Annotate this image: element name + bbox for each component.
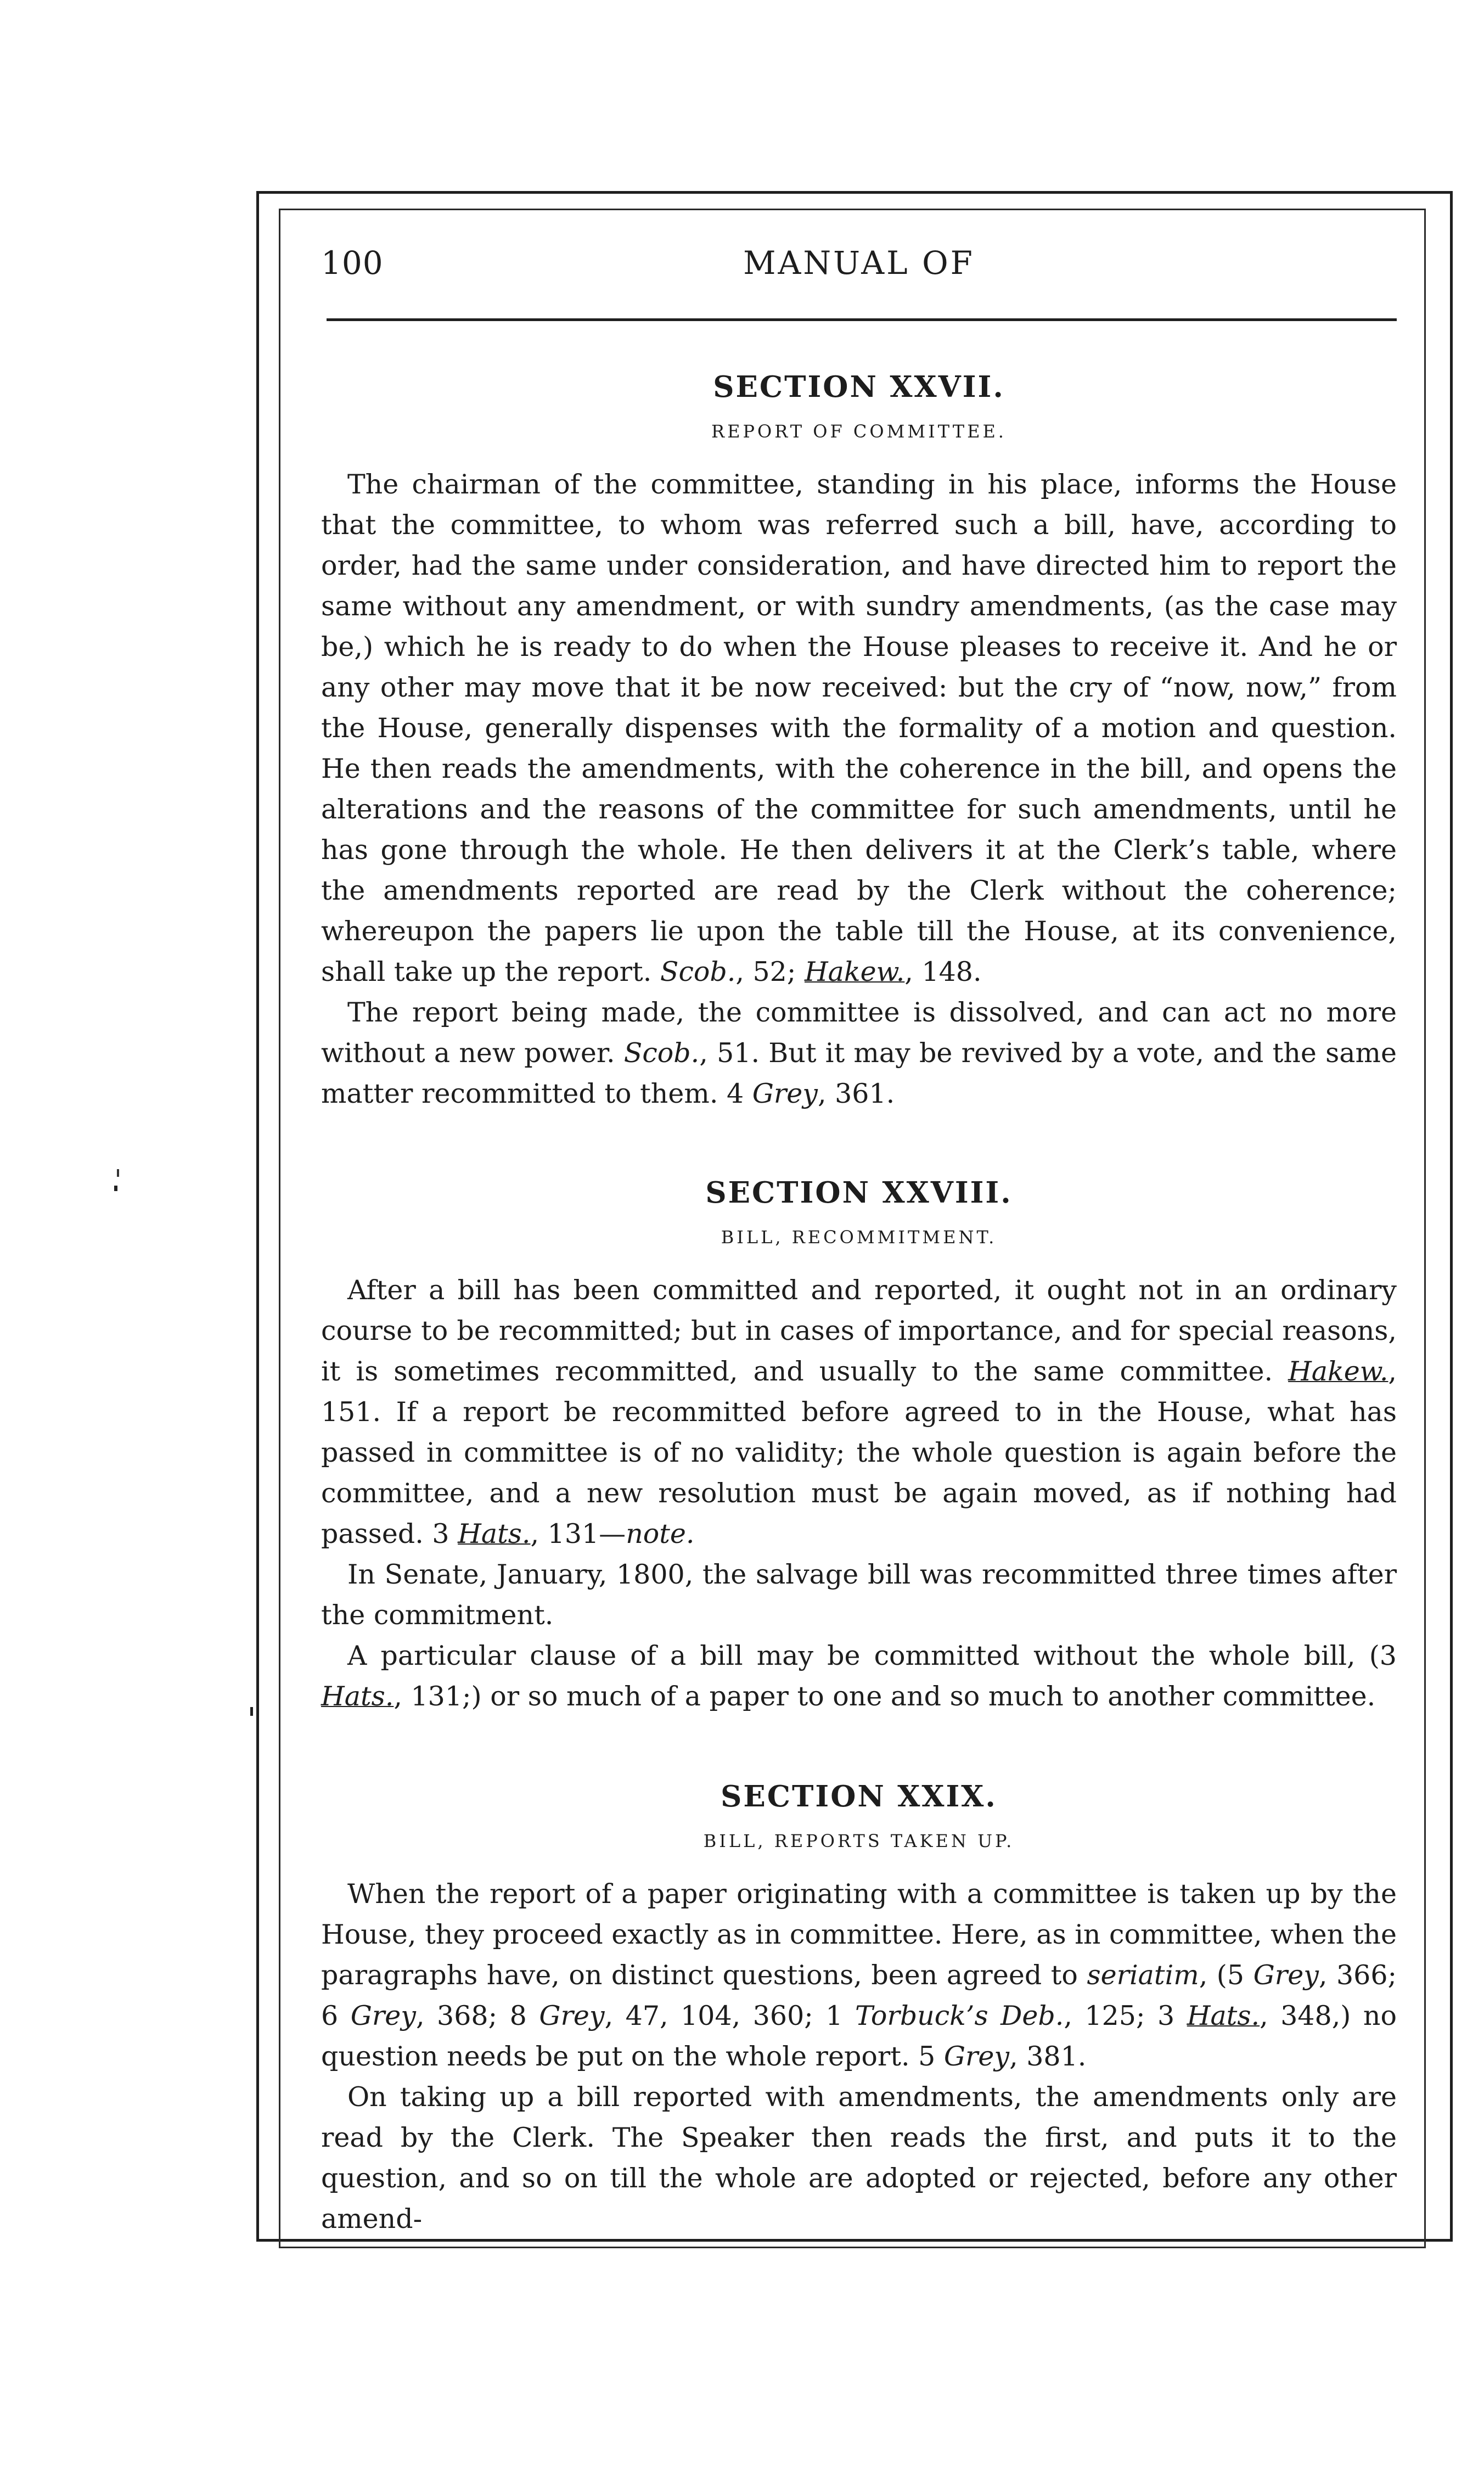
- text-run: , 148.: [904, 956, 982, 987]
- citation-italic: Hats.: [1187, 2000, 1260, 2031]
- text-run: A particular clause of a bill may be committed without the whole bill, (3: [347, 1640, 1397, 1671]
- speck-mark: [114, 1186, 117, 1191]
- citation-italic: Hats.: [321, 1681, 394, 1712]
- citation-italic: Hakew.: [1288, 1356, 1389, 1387]
- section-subtitle: BILL, RECOMMITMENT.: [721, 1227, 997, 1248]
- text-run: When the report of a paper originating with a committee is taken up by the House, they proceed exactly as in committee. Here, as in committee, when the paragraphs have, on distinct questions, been agreed to: [321, 1878, 1397, 1991]
- citation-italic: Grey: [350, 2000, 416, 2031]
- text-run: , 131—: [530, 1518, 626, 1550]
- text-run: , 348,) no question needs be put on the whole report. 5: [321, 2000, 1397, 2072]
- paragraph: [321, 2077, 1397, 2239]
- text-run: On taking up a bill reported with amendments, the amendments only are read by the Clerk. The Speaker then reads the first, and puts it to the question, and so on till the whole are adopted or rejected, before any other amend-: [321, 2081, 1397, 2235]
- citation-italic: note.: [626, 1518, 695, 1550]
- text-run: , 381.: [1009, 2041, 1087, 2072]
- section-xxvii: [321, 368, 1397, 1114]
- text-run: In Senate, January, 1800, the salvage bill was recommitted three times after the commitment.: [321, 1559, 1397, 1631]
- paragraph: [321, 1636, 1397, 1717]
- text-run: , 131;) or so much of a paper to one and so much to another committee.: [394, 1681, 1376, 1712]
- paragraph: [321, 1554, 1397, 1636]
- paragraph: [321, 992, 1397, 1114]
- citation-italic: Grey: [539, 2000, 605, 2031]
- text-run: , 361.: [817, 1078, 895, 1109]
- citation-italic: seriatim: [1087, 1960, 1199, 1991]
- section-title: SECTION XXVII.: [713, 370, 1005, 404]
- speck-mark: [250, 1707, 253, 1716]
- citation-italic: Scob.: [623, 1037, 700, 1069]
- scan-specks: [110, 1164, 274, 1767]
- citation-italic: Scob.: [660, 956, 736, 987]
- section-subtitle: REPORT OF COMMITTEE.: [711, 421, 1007, 442]
- section-xxviii: [321, 1174, 1397, 1717]
- running-head: [321, 231, 1397, 307]
- citation-italic: Hakew.: [804, 956, 905, 987]
- text-run: , 47, 104, 360; 1: [604, 2000, 856, 2031]
- section-xxix: [321, 1777, 1397, 2239]
- citation-italic: Grey: [752, 1078, 818, 1109]
- text-run: , 151. If a report be recommitted before agreed to in the House, what has passed in committee is of no validity; the whole question is again before the committee, and a new resolution must be again moved, as if nothing had passed. 3: [321, 1356, 1397, 1550]
- text-run: The chairman of the committee, standing in his place, informs the House that the committee, to whom was referred such a bill, have, according to order, had the same under consideration, and have directed him to report the same without any amendment, or with sundry amendments, (as the case may be,) which he is ready to do when the House pleases to receive it. And he or any other may move that it be now received: but the cry of “now, now,” from the House, generally dispenses with the formality of a motion and question. He then reads the amendments, with the coherence in the bill, and opens the alterations and the reasons of the committee for such amendments, until he has gone through the whole. He then delivers it at the Clerk’s table, where the amendments reported are read by the Clerk without the coherence; whereupon the papers lie upon the table till the House, at its convenience, shall take up the report.: [321, 469, 1397, 987]
- citation-italic: Grey: [1253, 1960, 1319, 1991]
- speck-mark: [117, 1169, 119, 1177]
- text-run: , 125; 3: [1064, 2000, 1187, 2031]
- citation-italic: Hats.: [458, 1518, 531, 1550]
- text-run: , (5: [1199, 1960, 1253, 1991]
- section-subtitle: BILL, REPORTS TAKEN UP.: [703, 1831, 1015, 1851]
- paragraph: [321, 464, 1397, 992]
- page-number: 100: [321, 244, 384, 282]
- text-run: , 52;: [735, 956, 805, 987]
- citation-italic: Grey: [943, 2041, 1010, 2072]
- text-run: , 51. But it may be revived by a vote, and the same matter recommitted to them. 4: [321, 1037, 1397, 1109]
- section-title: SECTION XXIX.: [721, 1779, 997, 1814]
- running-title: MANUAL OF: [743, 244, 975, 282]
- citation-italic: Torbuck’s Deb.: [855, 2000, 1064, 2031]
- text-run: , 366; 6: [321, 1960, 1397, 2031]
- paragraph: [321, 1874, 1397, 2077]
- section-title: SECTION XXVIII.: [705, 1176, 1013, 1210]
- text-run: After a bill has been committed and reported, it ought not in an ordinary course to be recommitted; but in cases of importance, and for special reasons, it is sometimes recommitted, and usually to the same committee.: [321, 1275, 1397, 1387]
- page-content: [321, 231, 1397, 2245]
- paragraph: [321, 1270, 1397, 1554]
- text-run: , 368; 8: [415, 2000, 539, 2031]
- text-run: The report being made, the committee is dissolved, and can act no more without a new power.: [321, 997, 1397, 1069]
- header-rule: [327, 318, 1397, 321]
